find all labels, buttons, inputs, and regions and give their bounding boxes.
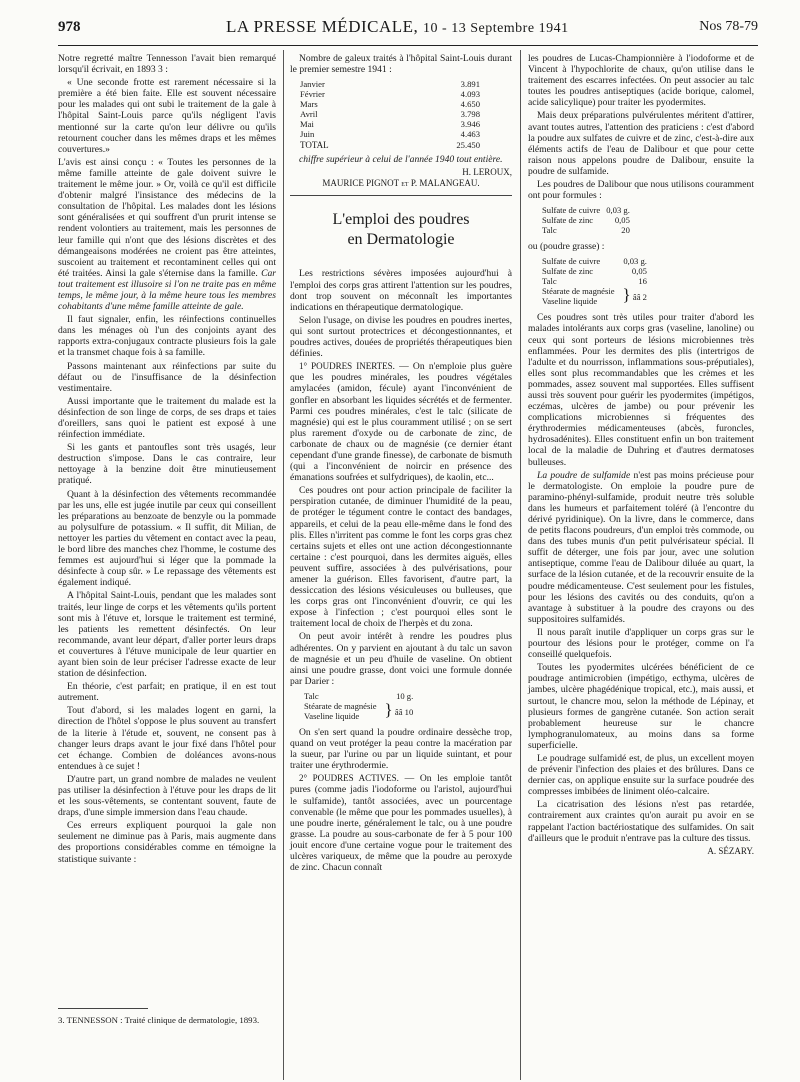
month-label: Avril xyxy=(300,109,318,120)
month-label: Mai xyxy=(300,119,314,130)
month-value: 4.463 xyxy=(460,129,480,140)
formula-table xyxy=(304,691,413,721)
brace: } xyxy=(622,285,631,305)
text: L'avis est ainsi conçu : « Toutes les personnes de la même famille atteinte de gale doivent suivre le traitement le même jour. » Or, voilà ce qu'il est difficile d'obtenir malgré l'insistance des médecins de la consultation de l'hôpital. Les malades dont les lésions sont généralisées et qui souffrent d'un prurit intense se rendent volontiers au traitement, mais les personnes de leur famille qui n'ont que des lésions discrètes et des démangeaisons modérées ne croient pas être atteintes, suscoient au traitement et recontaminent celles qui ont été traitées. Ainsi la gale s'éternise dans la famille. xyxy=(58,156,276,279)
journal-title xyxy=(226,17,569,37)
text: n'est pas moins précieuse pour le dermatologiste. On emploie la poudre pure de paramino-phényl-sulfamide, produit neutre très soluble dans les humeurs et parfaitement toléré (à l'encontre du dérivé pyridinique). On la livre, dans le commerce, dans de petits flacons poudreurs, d'un emploi très commode, ou dans des tubes munis d'un petit pulvérisateur spécial. Il suffit de déterger, une fois par jour, avec une solution antiseptique, comme l'eau de Dalibour diluée au quart, la surface de la lésion cutanée, et de la recouvrir ensuite de la poudre médicamenteuse. C'est seulement pour les fistules, pour les lésions des cavités ou des conduits, qu'on a avantage à substituer à la poudre des crayons ou des suppositoires sulfamidés. xyxy=(528,469,754,625)
column-middle xyxy=(290,53,512,875)
month-label: Janvier xyxy=(300,79,325,90)
stat-intro: Nombre de galeux traités à l'hôpital Saint-Louis durant le premier semestre 1941 : xyxy=(290,53,512,76)
quantity xyxy=(615,286,647,306)
paragraph: Quant à la désinfection des vêtements recommandée par les uns, elle est jugée inutile par ceux qui conseillent les préparations au benzoate de benzyle ou la pommade au polysulfure de potassium. « Il suffit, dit Milian, de nettoyer les parties du vêtement en contact avec la peau, le bord libre des manches chez l'homme, le costume des femmes est aujourd'hui si léger que la pommade la désinfecte à coup sûr. » Le repassage des vêtements est également indiqué. xyxy=(58,488,276,589)
quantity-text: ââ 10 xyxy=(394,706,414,717)
statistics-row xyxy=(300,119,480,129)
quantity: 0,03 g. xyxy=(606,205,630,216)
month-value: 3.798 xyxy=(460,109,480,120)
ingredient: Talc xyxy=(542,225,557,236)
paragraph: Aussi importante que le traitement du malade est la désinfection de son linge de corps, de ses draps et taies d'oreillers, sans quoi le patient est exposé à une réinfection immédiate. xyxy=(58,395,276,441)
paragraph: Notre regretté maître Tennesson l'avait bien remarqué lorsqu'il écrivait, en 1893 3 : xyxy=(58,53,276,76)
quantity: 20 xyxy=(621,225,630,236)
ingredient: Sulfate de cuivre xyxy=(542,205,601,216)
paragraph: Ces erreurs expliquent pourquoi la gale non seulement ne diminue pas à Paris, mais augmente dans des proportions considérables comme en témoigne la statistique suivante : xyxy=(58,820,276,865)
statistics-row xyxy=(300,129,480,139)
stat-note: chiffre supérieur à celui de l'année 1940 tout entière. xyxy=(299,154,503,166)
ingredient: Sulfate de cuivre xyxy=(542,256,601,267)
month-label: Février xyxy=(300,89,325,100)
ingredient: Sulfate de zinc xyxy=(542,215,594,226)
article-title-line: L'emploi des poudres xyxy=(332,211,470,229)
paragraph: A l'hôpital Saint-Louis, pendant que les malades sont traités, leur linge de corps et les vêtements qu'ils portent sont mis à l'étuve et, lorsque le traitement est terminé, les patients les remettent désinfectés. On leur recommande, avant leur départ, d'aller porter leurs draps et couvertures à l'étuve municipale de leur quartier en ayant bien soin de leur préciser l'adresse exacte de leur station de désinfection. xyxy=(58,590,276,680)
section-rule xyxy=(290,195,512,196)
section-heading: 1° POUDRES INERTES. xyxy=(299,361,395,372)
column-right xyxy=(528,53,754,857)
journal-name: LA PRESSE MÉDICALE, xyxy=(226,17,419,36)
paragraph: Si les gants et pantoufles sont très usagés, leur destruction s'impose. Dans le cas contraire, leur nettoyage à la benzine doit être minutieusement pratiqué. xyxy=(58,442,276,487)
month-label: Mars xyxy=(300,99,318,110)
page-header xyxy=(58,17,758,45)
italic-text: La poudre de sulfamide xyxy=(537,469,631,481)
author-signature: H. LEROUX, xyxy=(462,167,512,178)
paragraph xyxy=(528,470,754,625)
month-value: 3.946 xyxy=(460,119,480,130)
paragraph: En théorie, c'est parfait; en pratique, il en est tout autrement. xyxy=(58,681,276,704)
paragraph: Toutes les pyodermites ulcérées bénéficient de ce poudrage antimicrobien (impétigo, ecthyma, ulcères de jambes, ulcère phagédénique tropical, etc.), mais aussi, et surtout, le chancre mou, selon la méthode de Lépinay, et plusieurs formes de gangrène cutanée. Son action serait probablement heureuse sur le chancre lymphogranulomateux, au moins dans sa forme superficielle. xyxy=(528,662,754,751)
paragraph: Tout d'abord, si les malades logent en garni, la direction de l'hôtel s'oppose le plus souvent au transfert de la literie à l'étude et, souvent, ne consent pas à changer leurs draps avant le jour fixé dans l'hôtel pour cet échange. Combien de doléances avons-nous entendues à ce sujet ! xyxy=(58,705,276,772)
paragraph: D'autre part, un grand nombre de malades ne veulent pas utiliser la désinfection à l'étuve pour les draps de lit et les sous-vêtements, se contentant souvent, faute de draps, d'une simple immersion dans l'eau chaude. xyxy=(58,773,276,819)
column-divider xyxy=(283,50,284,1080)
paragraph xyxy=(58,157,276,312)
paragraph: Les restrictions sévères imposées aujourd'hui à l'emploi des corps gras attirent l'attention sur les poudres, dont trop souvent on méconnaît les importantes indications en thérapeutique dermatologique. xyxy=(290,268,512,313)
author-signature: A. SÉZARY. xyxy=(707,845,754,856)
paragraph: Il nous paraît inutile d'appliquer un corps gras sur le pourtour des lésions pour le protéger, comme on l'a conseillé quelquefois. xyxy=(528,626,754,661)
footnote: 3. TENNESSON : Traité clinique de dermatologie, 1893. xyxy=(58,1015,260,1025)
ingredient: Stéarate de magnésie xyxy=(542,286,615,297)
paragraph: On s'en sert quand la poudre ordinaire dessèche trop, quand on veut protéger la peau contre la macération par la sueur, par l'urine ou par un liquide suintant, et pour traiter une érythrodermie. xyxy=(290,726,512,772)
month-value: 4.093 xyxy=(460,89,480,100)
issue-date: 10 - 13 Septembre 1941 xyxy=(423,21,569,36)
brace: } xyxy=(384,699,393,719)
article-title-line: en Dermatologie xyxy=(347,231,455,249)
section-heading: 2° POUDRES ACTIVES. xyxy=(299,773,399,784)
paragraph: Mais deux préparations pulvérulentes méritent d'attirer, avant toutes autres, l'attention des praticiens : c'est d'abord la poudre aux sulfates de cuivre et de zinc, c'est-à-dire aux éléments actifs de l'eau de Dalibour et que pour cette raison nous appelons poudre de Dalibour, ensuite la poudre de sulfamide. xyxy=(528,110,754,177)
text: — On n'emploie plus guère que les poudres minérales, les poudres végétales amylacées (amidon, fécule) ayant l'inconvénient de gonfler en absorbant les liquides sécrétés et de fermenter. Parmi ces poudres minérales, c'est le talc (silicate de magnésie) qui est le plus couramment utilisé ; on se sert plus rarement d'oxyde ou de carbonate de zinc, de carbonate de chaux ou de magnésie (ce dernier étant cependant d'une grande finesse), de carbonate de bismuth (qui a l'inconvénient de noircir en présence des émanations soufrées et sulfydriques), de kaolin, etc... xyxy=(290,361,512,484)
paragraph: Les poudres de Dalibour que nous utilisons couramment ont pour formules : xyxy=(528,179,754,202)
quantity: 10 g. xyxy=(396,690,414,701)
quantity: 16 xyxy=(638,276,647,287)
ingredient: Talc xyxy=(542,276,557,287)
paragraph: On peut avoir intérêt à rendre les poudres plus adhérentes. On y parvient en ajoutant à du talc un savon de magnésie et un peu d'huile de vaseline. On obtient ainsi une poudre grasse, dont voici une formule donnée par Darier : xyxy=(290,631,512,687)
paragraph: ou (poudre grasse) : xyxy=(528,241,605,253)
paragraph: La cicatrisation des lésions n'est pas retardée, contrairement aux craintes qu'on aurait pu avoir en se rappelant l'action bactériostatique des sulfamides. On sait d'ailleurs que le produit n'entrave pas la culture des tissus. xyxy=(528,799,754,844)
issue-number: Nos 78-79 xyxy=(699,19,758,34)
text: — On les emploie tantôt pures (comme jadis l'iodoforme ou l'aristol, aujourd'hui le sulfamide), tantôt associées, avec un pourcentage convenable (le même que pour les pommades usuelles), à une poudre inerte, généralement le talc, ou à une poudre grasse. La poudre au sous-carbonate de fer à 5 pour 100 jouit encore d'une certaine vogue pour le traitement des ulcères variqueux, de même que la poudre au peroxyde de zinc. Chacun connaît xyxy=(290,773,512,874)
paragraph: Il faut signaler, enfin, les réinfections continuelles dans les ménages où l'un des conjoints ayant des rapports extra-conjugaux contracte plusieurs fois la gale et la transmet chaque fois à sa famille. xyxy=(58,314,276,359)
quantity: 0,05 xyxy=(631,266,647,277)
statistics-table xyxy=(300,79,480,150)
quantity xyxy=(377,701,414,721)
quantity: 0,03 g. xyxy=(623,256,647,267)
formula-table xyxy=(542,256,647,306)
paragraph: les poudres de Lucas-Championnière à l'iodoforme et de Vincent à l'hypochlorite de chaux, qu'on utilise dans le traitement des escarres infectées. On peut associer au talc toutes les poudres antiseptiques (acide borique, calomel, acide salicylique) pour traiter les pyodermites. xyxy=(528,53,754,109)
article-title xyxy=(290,210,512,250)
ingredient: Stéarate de magnésie xyxy=(304,700,377,711)
ingredient: Sulfate de zinc xyxy=(542,266,594,277)
total-value: 25.450 xyxy=(456,140,480,151)
total-label: TOTAL xyxy=(300,140,329,151)
column-divider xyxy=(520,50,521,1080)
formula-table xyxy=(542,205,630,235)
statistics-row xyxy=(300,109,480,119)
italic-text: Car tout traitement est illusoire si l'on ne traite pas en même temps, le même jour, à la même heure tous les membres cohabitants d'une même famille atteinte de gale. xyxy=(58,267,277,313)
statistics-row xyxy=(300,89,480,99)
statistics-row xyxy=(300,99,480,109)
footnote-rule xyxy=(58,1008,148,1009)
month-label: Juin xyxy=(300,129,315,140)
statistics-total-row xyxy=(300,139,480,150)
statistics-row xyxy=(300,79,480,89)
ingredient: Vaseline liquide xyxy=(304,710,360,721)
quantity-text: ââ 2 xyxy=(632,292,647,303)
ingredient: Talc xyxy=(304,690,319,701)
quote-paragraph: « Une seconde frotte est rarement nécessaire si la première a été bien faite. Elle est souvent nécessaire pour les malades qui ont subi le traitement de la gale à l'hôpital Saint-Louis parce qu'ils négligent l'avis mentionné sur la carte qu'on leur délivre ou qu'ils retournent coucher dans les mêmes draps et les mêmes couvertures.» xyxy=(58,77,276,155)
page-number: 978 xyxy=(58,19,81,35)
header-rule xyxy=(58,45,758,46)
paragraph: Passons maintenant aux réinfections par suite du défaut ou de l'insuffisance de la désinfection vestimentaire. xyxy=(58,360,276,394)
paragraph xyxy=(290,361,512,483)
paragraph xyxy=(290,773,512,873)
paragraph: Le poudrage sulfamidé est, de plus, un excellent moyen de prévenir l'infection des plaies et des brûlures. Dans ce dernier cas, on applique ensuite sur la surface poudrée des compresses imbibées de liniment oléo-calcaire. xyxy=(528,752,754,798)
paragraph: Selon l'usage, on divise les poudres en poudres inertes, qui sont surtout protectrices et décongestionnantes, et poudres actives, douées de propriétés thérapeutiques bien définies. xyxy=(290,314,512,360)
ingredient: Vaseline liquide xyxy=(542,296,598,307)
author-signature: MAURICE PIGNOT et P. MALANGEAU. xyxy=(322,178,480,189)
month-value: 4.650 xyxy=(460,99,480,110)
paragraph: Ces poudres sont très utiles pour traiter d'abord les malades intolérants aux corps gras (vaseline, lanoline) ou ceux qui sont porteurs de lésions microbiennes très enflammées. Pour les dermites des plis (intertrigos de l'adulte et du nourrisson, inflammations sous-préputiales), elles sont plus recommandables que les crèmes et les pommades, assez souvent mal supportées. Elles suffisent aussi très souvent pour guérir les pyodermites (impétigos, eczémas, ulcères de jambe) ou pour prévenir les complications microbiennes si fréquentes des érythrodermies médicamenteuses (abcès, furoncles, hydrosadénites). Elles constituent enfin un bon traitement local de la maladie de Duhring et d'autres dermatoses bulleuses. xyxy=(528,312,754,468)
paragraph: Ces poudres ont pour action principale de faciliter la perspiration cutanée, de diminuer l'humidité de la peau, de protéger le tégument contre le contact des bandages, appareils, et celui de la peau elle-même dans le fond des plis. Elles n'irritent pas comme le font les corps gras chez certains sujets et elles ont une action décongestionnante certaine : c'est pourquoi, dans les dermites aiguës, elles peuvent suffire, associées à des pulvérisations, pour amener la guérison. Elles favorisent, d'autre part, la dessiccation des lésions vésiculeuses ou bulleuses, que les corps gras ont l'inconvénient d'ouvrir, ce qui les expose à l'infection ; c'est pourquoi elles sont le traitement local de choix de l'herpès et du zona. xyxy=(290,485,512,630)
month-value: 3.891 xyxy=(460,79,480,90)
column-left xyxy=(58,53,276,867)
quantity: 0,05 xyxy=(614,215,630,226)
